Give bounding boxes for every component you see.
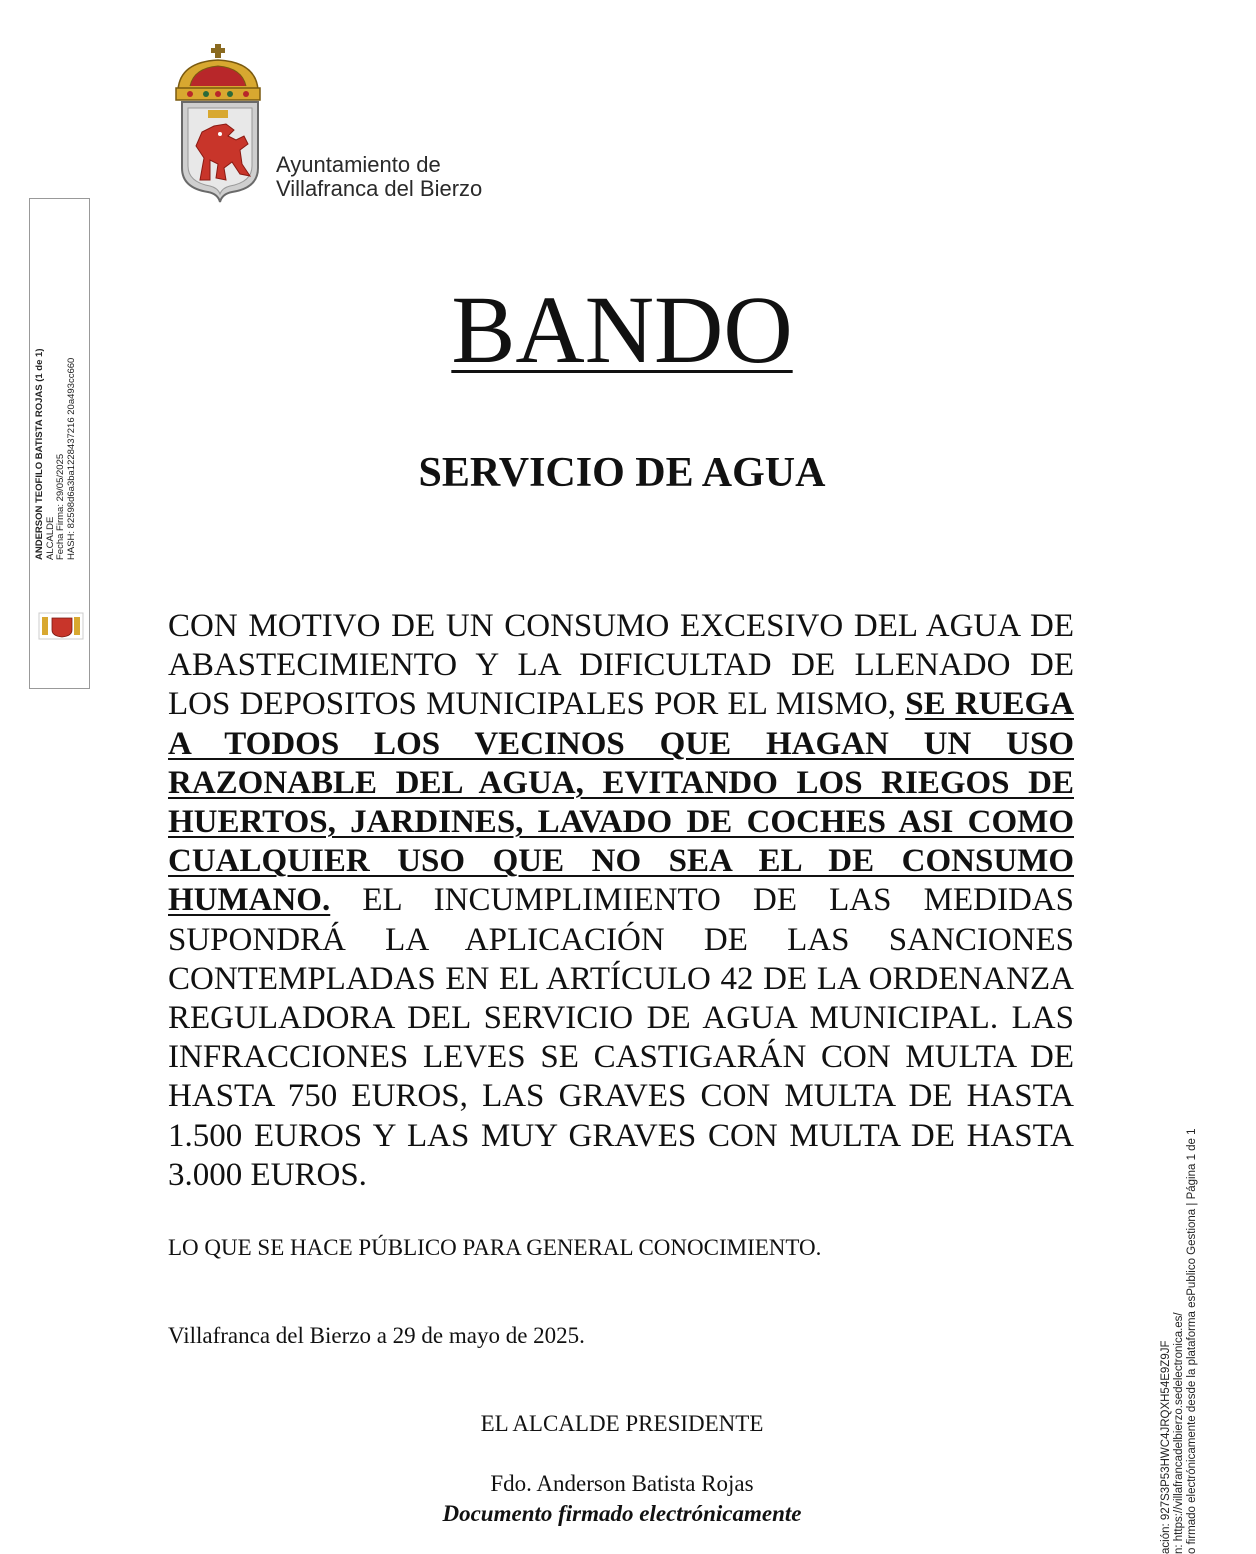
- signer-name: Fdo. Anderson Batista Rojas: [490, 1471, 754, 1496]
- document-subtitle: SERVICIO DE AGUA: [418, 450, 826, 496]
- document-title: [0, 276, 1244, 383]
- signature-signer-name: ANDERSON TEOFILO BATISTA ROJAS (1 de 1): [34, 348, 45, 560]
- org-name-line1: Ayuntamiento de: [276, 152, 441, 177]
- body-intro: CON MOTIVO DE UN CONSUMO EXCESIVO DEL AGUA DE ABASTECIMIENTO Y LA DIFICULTAD DE LLENADO DE LOS DEPOSITOS MUNICIPALES POR EL MISMO,: [168, 608, 1074, 723]
- organization-name: [276, 153, 482, 201]
- signature-seal-icon: [38, 612, 84, 640]
- validation-url: n: https://villafrancadelbierzo.sedelectronica.es/: [1173, 1312, 1185, 1554]
- validation-code: ación: 927S3P53HWC4JRQXH54E9Z9JF: [1160, 1340, 1172, 1554]
- body-sanctions: EL INCUMPLIMIENTO DE LAS MEDIDAS SUPONDRÁ LA APLICACIÓN DE LAS SANCIONES CONTEMPLADAS EN EL ARTÍCULO 42 DE LA ORDENANZA REGULADORA DEL SERVICIO DE AGUA MUNICIPAL. LAS INFRACCIONES LEVES SE CASTIGARÁN CON MULTA DE HASTA 750 EUROS, LAS GRAVES CON MULTA DE HASTA 1.500 EUROS Y LAS MUY GRAVES CON MULTA DE HASTA 3.000 EUROS.: [168, 882, 1074, 1193]
- electronic-signature-note: Documento firmado electrónicamente: [442, 1501, 802, 1526]
- document-title-text: BANDO: [451, 276, 793, 383]
- signature-date: Fecha Firma: 29/05/2025: [55, 453, 66, 560]
- signature-signer-role: ALCALDE: [44, 516, 56, 560]
- validation-platform: o firmado electrónicamente desde la plataforma esPublico Gestiona | Página 1 de 1: [1186, 1128, 1198, 1554]
- signature-hash: HASH: 82598d6a3ba1228437216 20a493cc660: [65, 357, 77, 560]
- body-emphasis: SE RUEGA A TODOS LOS VECINOS QUE HAGAN UN USO RAZONABLE DEL AGUA, EVITANDO LOS RIEGOS DE HUERTOS, JARDINES, LAVADO DE COCHES ASI COMO CUALQUIER USO QUE NO SEA EL DE CONSUMO HUMANO.: [168, 686, 1074, 919]
- org-name-line2: Villafranca del Bierzo: [276, 176, 483, 201]
- signer-role: EL ALCALDE PRESIDENTE: [480, 1411, 764, 1436]
- document-body: [168, 607, 1074, 1195]
- coat-of-arms-logo: [170, 40, 270, 210]
- public-notice: LO QUE SE HACE PÚBLICO PARA GENERAL CONOCIMIENTO.: [168, 1235, 822, 1260]
- place-date: Villafranca del Bierzo a 29 de mayo de 2025.: [168, 1323, 585, 1348]
